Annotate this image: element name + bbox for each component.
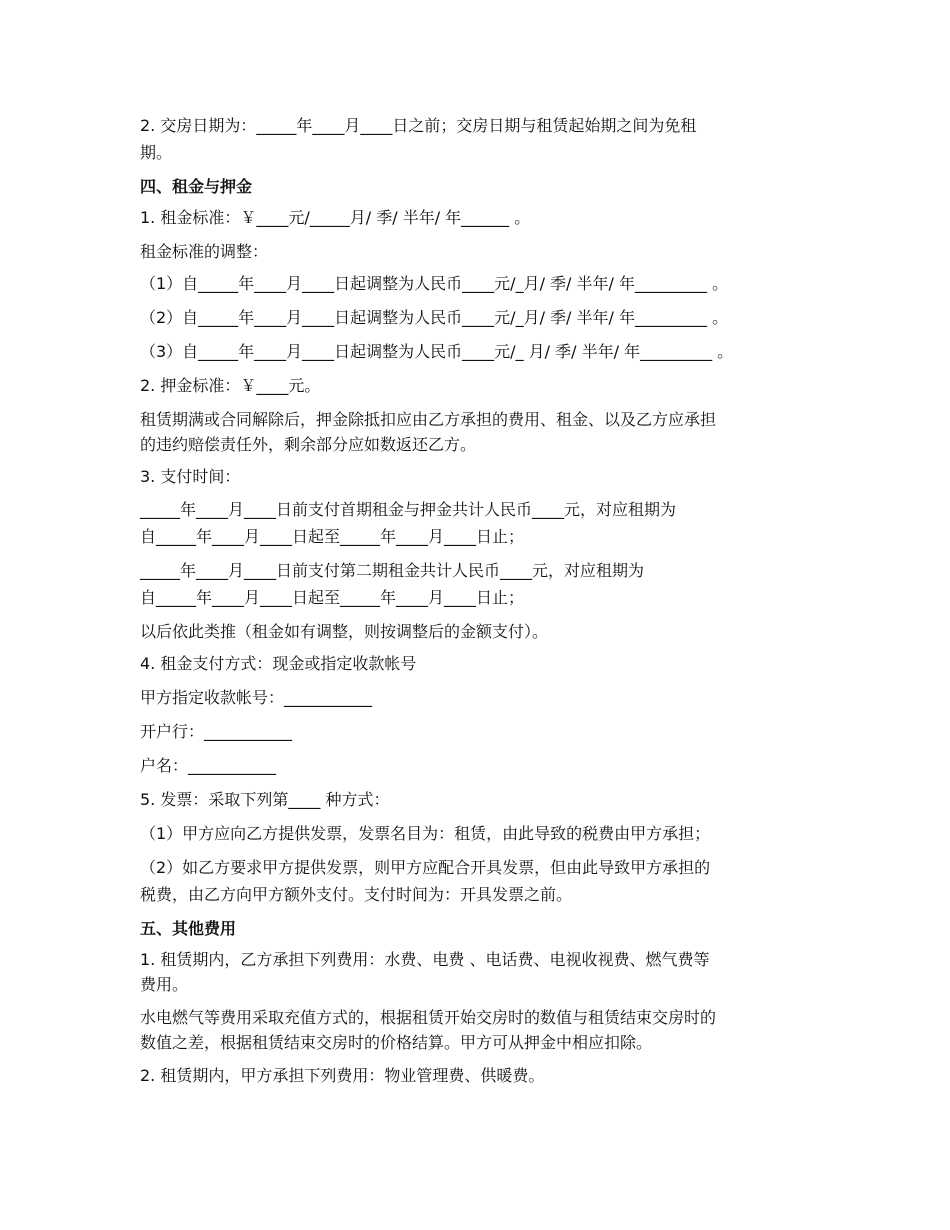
utility-settlement-line-2: 数值之差，根据租赁结束交房时的价格结算。甲方可从押金中相应扣除。 <box>140 1033 653 1052</box>
tenant-fees-line-2: 费用。 <box>140 975 189 994</box>
delivery-date-line: 2. 交房日期为：_____年____月____日之前；交房日期与租赁起始期之间为免租 <box>140 116 697 135</box>
account-number-line: 甲方指定收款帐号：___________ <box>140 688 373 707</box>
second-payment-line-2: 自_____年____月____日起至_____年____月____日止； <box>140 588 525 607</box>
bank-line: 开户行：___________ <box>140 722 293 741</box>
section-heading-other-fees: 五、其他费用 <box>140 919 237 938</box>
invoice-option-2-line-2: 税费，由乙方向甲方额外支付。支付时间为：开具发票之前。 <box>140 885 573 904</box>
rent-adjustment-heading: 租金标准的调整： <box>140 242 269 261</box>
payment-time-heading: 3. 支付时间： <box>140 467 241 486</box>
invoice-option-2-line-1: （2）如乙方要求甲方提供发票，则甲方应配合开具发票，但由此导致甲方承担的 <box>140 858 711 877</box>
rent-adjustment-item-3: （3）自_____年____月____日起调整为人民币____元/_ 月/ 季/ 半年/ 年_________ 。 <box>140 342 734 361</box>
rent-adjustment-item-1: （1）自_____年____月____日起调整为人民币____元/_月/ 季/ 半年/ 年_________ 。 <box>140 274 729 293</box>
utility-settlement-line-1: 水电燃气等费用采取充值方式的，根据租赁开始交房时的数值与租赁结束交房时的 <box>140 1008 717 1027</box>
section-heading-rent-deposit: 四、租金与押金 <box>140 177 253 196</box>
tenant-fees-line-1: 1. 租赁期内，乙方承担下列费用：水费、电费 、电话费、电视收视费、燃气费等 <box>140 950 710 969</box>
landlord-fees-line: 2. 租赁期内，甲方承担下列费用：物业管理费、供暖费。 <box>140 1066 545 1085</box>
delivery-date-line-cont: 期。 <box>140 143 173 162</box>
deposit-return-para-line-1: 租赁期满或合同解除后，押金除抵扣应由乙方承担的费用、租金、以及乙方应承担 <box>140 410 717 429</box>
payment-continuation-line: 以后依此类推（租金如有调整，则按调整后的金额支付）。 <box>140 622 549 641</box>
first-payment-line-1: _____年____月____日前支付首期租金与押金共计人民币____元，对应租期为 <box>140 500 677 519</box>
invoice-option-1: （1）甲方应向乙方提供发票，发票名目为：租赁，由此导致的税费由甲方承担； <box>140 824 711 843</box>
payment-method-line: 4. 租金支付方式：现金或指定收款帐号 <box>140 654 417 673</box>
rent-adjustment-item-2: （2）自_____年____月____日起调整为人民币____元/_月/ 季/ 半年/ 年_________ 。 <box>140 308 729 327</box>
deposit-return-para-line-2: 的违约赔偿责任外，剩余部分应如数返还乙方。 <box>140 435 477 454</box>
invoice-heading-line: 5. 发票：采取下列第____ 种方式： <box>140 790 390 809</box>
account-name-line: 户名：___________ <box>140 756 277 775</box>
deposit-standard-line: 2. 押金标准：￥____元。 <box>140 376 321 395</box>
second-payment-line-1: _____年____月____日前支付第二期租金共计人民币____元，对应租期为 <box>140 561 645 580</box>
first-payment-line-2: 自_____年____月____日起至_____年____月____日止； <box>140 527 525 546</box>
rent-standard-line: 1. 租金标准：￥____元/_____月/ 季/ 半年/ 年______ 。 <box>140 208 531 227</box>
